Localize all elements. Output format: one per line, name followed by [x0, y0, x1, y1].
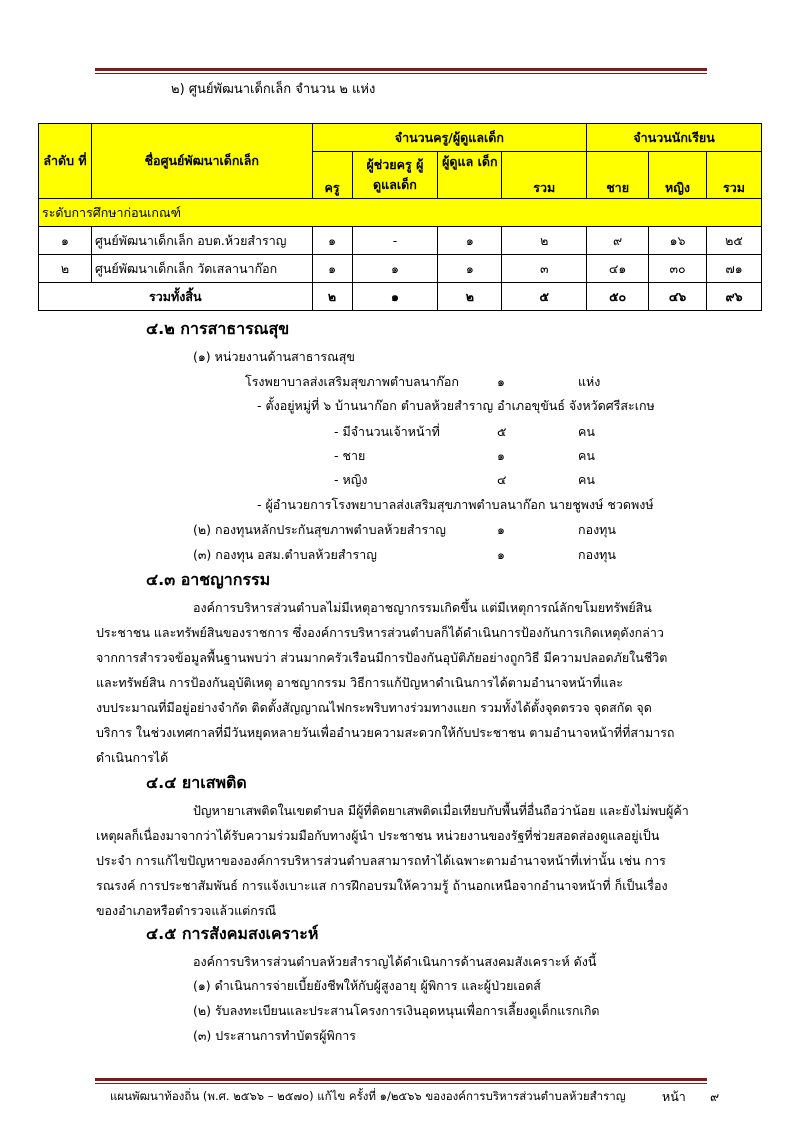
- footer-rule-thick: [95, 1078, 707, 1081]
- footer-rule-thin: [95, 1083, 707, 1084]
- cell-male: ๔๑: [587, 255, 649, 283]
- narcotics-line: เหตุผลก็เนื่องมาจากว่าได้รับความร่วมมือกับทางผู้นำ ประชาชน หน่วยงานของรัฐที่ช่วยสอดส่องดูแลอยู่เป็น: [96, 828, 660, 843]
- section-label: ระดับการศึกษาก่อนเกณฑ์: [39, 199, 762, 227]
- header-rule-thick: [95, 68, 707, 71]
- ph-staff-label: - มีจำนวนเจ้าหน้าที่: [334, 424, 440, 439]
- col-header-male: ชาย: [587, 152, 649, 199]
- narcotics-line: ปัญหายาเสพติดในเขตตำบล มีผู้ที่ติดยาเสพติดเมื่อเทียบกับพื้นที่อื่นถือว่าน้อย และยังไม่พบผู้ค้า: [193, 803, 689, 818]
- heading-crime: ๔.๓ อาชญากรรม: [146, 570, 271, 589]
- cell-teacher: ๑: [312, 255, 352, 283]
- cell-student-total: ๗๑: [707, 255, 762, 283]
- col-header-caretaker: ผู้ดูแล เด็ก: [438, 152, 502, 199]
- page-label: หน้า: [662, 1089, 686, 1104]
- ph-female-count: ๔: [497, 472, 507, 487]
- narcotics-line: ของอำเภอหรือตำรวจแล้วแต่กรณี: [96, 903, 277, 918]
- cell-staff-total: ๓: [502, 255, 587, 283]
- cell-caretaker: ๑: [438, 227, 502, 255]
- cell-assistant: ๑: [352, 255, 438, 283]
- sum-staff-total: ๕: [502, 283, 587, 311]
- cell-student-total: ๒๕: [707, 227, 762, 255]
- crime-line: และทรัพย์สิน การป้องกันอุบัติเหตุ อาชญากรรม วิธีการแก้ปัญหาดำเนินการได้ตามอำนาจหน้าที่และ: [96, 675, 623, 690]
- cell-teacher: ๑: [312, 227, 352, 255]
- ph-item-3-unit: กองทุน: [578, 547, 616, 562]
- ph-hospital-unit: แห่ง: [578, 374, 601, 389]
- cell-name: ศูนย์พัฒนาเด็กเล็ก วัดเสลานาก๊อก: [91, 255, 312, 283]
- heading-public-health: ๔.๒ การสาธารณสุข: [146, 319, 290, 338]
- ph-item-1: (๑) หน่วยงานด้านสาธารณสุข: [193, 349, 355, 364]
- ph-male-unit: คน: [578, 448, 595, 463]
- ph-hospital-count: ๑: [497, 374, 505, 389]
- ph-location: - ตั้งอยู่หมู่ที่ ๖ บ้านนาก๊อก ตำบลห้วยสำราญ อำเภอขุขันธ์ จังหวัดศรีสะเกษ: [257, 398, 655, 413]
- col-header-no: ลำดับ ที่: [39, 124, 92, 199]
- table-row: [39, 227, 762, 255]
- ph-staff-count: ๕: [497, 424, 507, 439]
- col-group-staff: จำนวนครู/ผู้ดูแลเด็ก: [312, 124, 587, 152]
- intro-line: ๒) ศูนย์พัฒนาเด็กเล็ก จำนวน ๒ แห่ง: [171, 82, 376, 97]
- sum-label: รวมทั้งสิ้น: [39, 283, 313, 311]
- narcotics-line: รณรงค์ การประชาสัมพันธ์ การแจ้งเบาะแส การฝึกอบรมให้ความรู้ ถ้านอกเหนือจากอำนาจหน้าที่ ก็เป็นเรื่อง: [96, 878, 668, 893]
- cell-name: ศูนย์พัฒนาเด็กเล็ก อบต.ห้วยสำราญ: [91, 227, 312, 255]
- col-header-assistant: ผู้ช่วยครู ผู้ดูแลเด็ก: [352, 152, 438, 199]
- col-header-staff-total: รวม: [502, 152, 587, 199]
- crime-line: องค์การบริหารส่วนตำบลไม่มีเหตุอาชญากรรมเกิดขึ้น แต่มีเหตุการณ์ลักขโมยทรัพย์สิน: [193, 600, 652, 615]
- welfare-intro: องค์การบริหารส่วนตำบลห้วยสำราญได้ดำเนินการด้านสงคมสังเคราะห์ ดังนี้: [193, 954, 597, 969]
- crime-line: ดำเนินการได้: [96, 750, 169, 765]
- sum-assistant: ๑: [352, 283, 438, 311]
- ph-male-label: - ชาย: [334, 448, 366, 463]
- sum-caretaker: ๒: [438, 283, 502, 311]
- crime-line: งบประมาณที่มีอยู่อย่างจำกัด ติดตั้งสัญญาณไฟกระพริบทางร่วมทางแยก รวมทั้งได้ตั้งจุดตรวจ จุดสกัด จุด: [96, 700, 652, 715]
- page-number: ๙: [710, 1089, 720, 1104]
- sum-male: ๕๐: [587, 283, 649, 311]
- sum-female: ๔๖: [649, 283, 707, 311]
- cell-caretaker: ๑: [438, 255, 502, 283]
- ph-female-label: - หญิง: [334, 472, 368, 487]
- table-sum-row: [39, 283, 762, 311]
- cell-female: ๑๖: [649, 227, 707, 255]
- cell-assistant: -: [352, 227, 438, 255]
- col-group-students: จำนวนนักเรียน: [587, 124, 762, 152]
- col-header-female: หญิง: [649, 152, 707, 199]
- cell-female: ๓๐: [649, 255, 707, 283]
- ph-item-3: (๓) กองทุน อสม.ตำบลห้วยสำราญ: [193, 547, 377, 562]
- ph-staff-unit: คน: [578, 424, 595, 439]
- table-header-row-1: [39, 124, 762, 152]
- ph-female-unit: คน: [578, 472, 595, 487]
- ph-director: - ผู้อำนวยการโรงพยาบาลส่งเสริมสุขภาพตำบลนาก๊อก นายชูพงษ์ ชวดพงษ์: [257, 497, 654, 512]
- sum-student-total: ๙๖: [707, 283, 762, 311]
- sum-teacher: ๒: [312, 283, 352, 311]
- cell-no: ๑: [39, 227, 92, 255]
- header-rule-thin: [95, 73, 707, 74]
- section-row: [39, 199, 762, 227]
- ph-item-2-unit: กองทุน: [578, 522, 616, 537]
- crime-line: จากการสำรวจข้อมูลพื้นฐานพบว่า ส่วนมากครัวเรือนมีการป้องกันอุบัติภัยอย่างถูกวิธี มีความปลอดภัยในชีวิต: [96, 650, 668, 665]
- cell-male: ๙: [587, 227, 649, 255]
- ph-item-2: (๒) กองทุนหลักประกันสุขภาพตำบลห้วยสำราญ: [193, 522, 446, 537]
- crime-line: ประชาชน และทรัพย์สินของราชการ ซึ่งองค์การบริหารส่วนตำบลก็ได้ดำเนินการป้องกันการเกิดเหตุดังกล่าว: [96, 625, 664, 640]
- heading-social-welfare: ๔.๕ การสังคมสงเคราะห์: [146, 924, 319, 943]
- col-header-student-total: รวม: [707, 152, 762, 199]
- cell-no: ๒: [39, 255, 92, 283]
- child-development-center-table: [38, 123, 762, 311]
- narcotics-line: ประจำ การแก้ไขปัญหาขององค์การบริหารส่วนตำบลสามารถทำได้เฉพาะตามอำนาจหน้าที่เท่านั้น เช่น การ: [96, 853, 666, 868]
- ph-hospital: โรงพยาบาลส่งเสริมสุขภาพตำบลนาก๊อก: [245, 374, 459, 389]
- cell-staff-total: ๒: [502, 227, 587, 255]
- crime-line: บริการ ในช่วงเทศกาลที่มีวันหยุดหลายวันเพื่ออำนวยความสะดวกให้กับประชาชน ตามอำนาจหน้าที่ที่สามารถ: [96, 725, 675, 740]
- welfare-item: (๑) ดำเนินการจ่ายเบี้ยยังชีพให้กับผู้สูงอายุ ผู้พิการ และผู้ป่วยเอดส์: [193, 978, 541, 993]
- heading-narcotics: ๔.๔ ยาเสพติด: [146, 773, 247, 792]
- footer-text: แผนพัฒนาท้องถิ่น (พ.ศ. ๒๕๖๖ – ๒๕๗๐) แก้ไข ครั้งที่ ๑/๒๕๖๖ ขององค์การบริหารส่วนตำบลห้วยสำราญ: [110, 1089, 626, 1103]
- table-row: [39, 255, 762, 283]
- ph-item-2-count: ๑: [497, 522, 505, 537]
- welfare-item: (๓) ประสานการทำบัตรผู้พิการ: [193, 1028, 357, 1043]
- ph-male-count: ๑: [497, 448, 505, 463]
- col-header-name: ชื่อศูนย์พัฒนาเด็กเล็ก: [91, 124, 312, 199]
- ph-item-3-count: ๑: [497, 547, 505, 562]
- col-header-teacher: ครู: [312, 152, 352, 199]
- welfare-item: (๒) รับลงทะเบียนและประสานโครงการเงินอุดหนุนเพื่อการเลี้ยงดูเด็กแรกเกิด: [193, 1003, 600, 1018]
